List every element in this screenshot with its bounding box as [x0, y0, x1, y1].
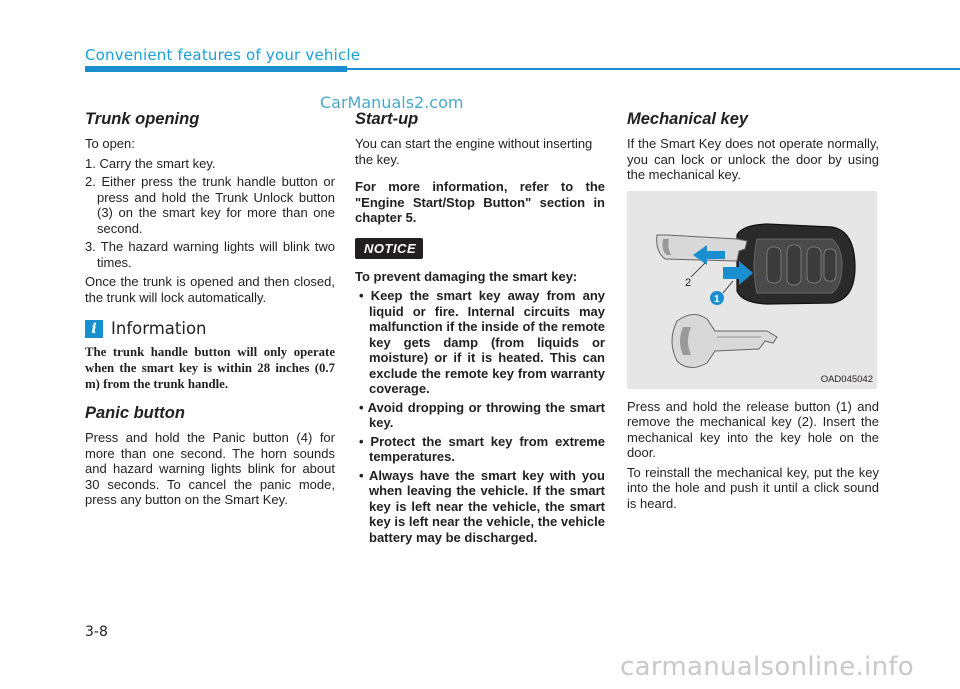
panic-button-heading: Panic button: [85, 404, 185, 422]
trunk-outro: Once the trunk is opened and then closed, the trunk will lock automatically.: [85, 274, 335, 305]
smart-key-illustration: [627, 191, 877, 389]
trunk-opening-heading: Trunk opening: [85, 110, 200, 128]
notice-item: • Always have the smart key with you when leaving the vehicle. If the smart key is left near the vehicle, the smart key is left near the vehicle, the vehicle battery may be discharged.: [359, 467, 605, 545]
callout-2: 2: [685, 276, 692, 289]
panic-body: Press and hold the Panic button (4) for more than one second. The horn sounds and hazard warning lights blink for about 30 seconds. To cancel the panic mode, press any button on the Smart Key.: [85, 430, 335, 507]
trunk-step: 3. The hazard warning lights will blink two times.: [85, 239, 335, 270]
figure-code: OAD045042: [820, 373, 873, 385]
notice-badge: NOTICE: [355, 238, 423, 259]
notice-list: [355, 288, 605, 545]
notice-intro: To prevent damaging the smart key:: [355, 268, 578, 284]
header-accent-bar: [85, 66, 347, 72]
trunk-step: 1. Carry the smart key.: [85, 155, 216, 171]
trunk-step: 2. Either press the trunk handle button or press and hold the Trunk Unlock button (3) on the smart key for more than one second.: [85, 174, 335, 236]
notice-item: • Protect the smart key from extreme temperatures.: [359, 433, 605, 464]
info-icon: i: [85, 320, 103, 338]
callout-1: 1: [714, 293, 720, 305]
watermark-bottom: carmanualsonline.info: [620, 652, 915, 682]
start-up-text: You can start the engine without inserting the key.: [355, 136, 593, 167]
start-up-heading: Start-up: [355, 110, 419, 128]
information-body: The trunk handle button will only operate when the smart key is within 28 inches (0.7 m) from the trunk handle.: [85, 345, 335, 391]
trunk-intro: To open:: [85, 136, 135, 151]
notice-item: • Keep the smart key away from any liquid or fire. Internal circuits may malfunction if the inside of the remote key gets damp (from liquids or moisture) or if it is heated. This can exclude the remote key from warranty coverage.: [359, 288, 605, 396]
information-header: [85, 319, 335, 338]
information-title: Information: [111, 319, 207, 338]
start-up-reference: For more information, refer to the "Engine Start/Stop Button" section in chapter 5.: [355, 179, 605, 225]
trunk-steps: [85, 156, 335, 271]
watermark-top: CarManuals2.com: [320, 93, 464, 112]
mechanical-key-instruction: Press and hold the release button (1) and remove the mechanical key (2). Insert the mechanical key into the key hole on the door.: [627, 398, 879, 460]
column-middle: [355, 110, 605, 548]
section-header-title: Convenient features of your vehicle: [85, 46, 361, 64]
column-right: [627, 110, 879, 515]
page-number: 3-8: [85, 624, 108, 640]
header-rule: [347, 68, 960, 70]
mechanical-key-figure: [627, 191, 877, 389]
column-left: [85, 110, 335, 512]
mechanical-key-reinstall: To reinstall the mechanical key, put the key into the hole and push it until a click sound is heard.: [627, 464, 879, 511]
notice-item: • Avoid dropping or throwing the smart key.: [359, 399, 605, 430]
mechanical-key-intro: If the Smart Key does not operate normally, you can lock or unlock the door by using the mechanical key.: [627, 136, 879, 182]
mechanical-key-heading: Mechanical key: [627, 110, 749, 128]
